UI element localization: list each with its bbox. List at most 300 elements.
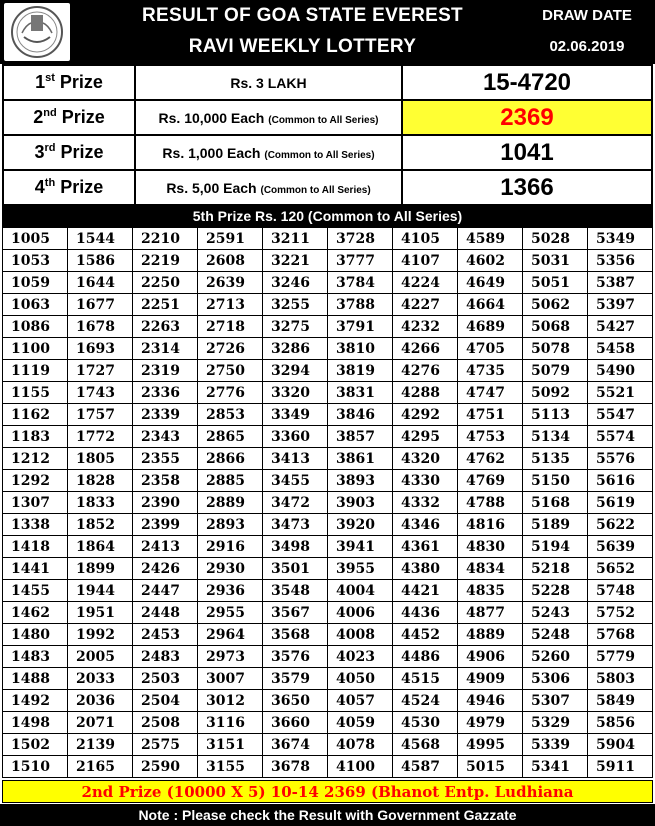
number-cell: 5803 bbox=[588, 668, 653, 690]
number-cell: 2885 bbox=[198, 470, 263, 492]
number-cell: 3155 bbox=[198, 756, 263, 778]
number-cell: 3472 bbox=[263, 492, 328, 514]
number-cell: 2750 bbox=[198, 360, 263, 382]
number-cell: 1480 bbox=[3, 624, 68, 646]
number-cell: 1053 bbox=[3, 250, 68, 272]
number-cell: 3567 bbox=[263, 602, 328, 624]
prize-label: Prize bbox=[60, 142, 104, 162]
prize-ordinal-suffix: st bbox=[45, 72, 55, 84]
number-cell: 2453 bbox=[133, 624, 198, 646]
number-cell: 2865 bbox=[198, 426, 263, 448]
number-cell: 3831 bbox=[328, 382, 393, 404]
number-cell: 4232 bbox=[393, 316, 458, 338]
number-cell: 1743 bbox=[68, 382, 133, 404]
number-cell: 4705 bbox=[458, 338, 523, 360]
number-row bbox=[3, 712, 653, 734]
number-cell: 2250 bbox=[133, 272, 198, 294]
winning-number: 2369 bbox=[402, 100, 652, 135]
number-cell: 4006 bbox=[328, 602, 393, 624]
number-cell: 1100 bbox=[3, 338, 68, 360]
prize-ordinal: 1 bbox=[35, 72, 46, 92]
number-cell: 3455 bbox=[263, 470, 328, 492]
number-cell: 3893 bbox=[328, 470, 393, 492]
number-cell: 3012 bbox=[198, 690, 263, 712]
number-cell: 5349 bbox=[588, 228, 653, 250]
prize-ordinal-suffix: nd bbox=[43, 107, 57, 119]
number-cell: 4524 bbox=[393, 690, 458, 712]
number-cell: 2426 bbox=[133, 558, 198, 580]
number-cell: 5779 bbox=[588, 646, 653, 668]
number-cell: 4023 bbox=[328, 646, 393, 668]
number-cell: 2639 bbox=[198, 272, 263, 294]
number-cell: 4689 bbox=[458, 316, 523, 338]
number-cell: 2866 bbox=[198, 448, 263, 470]
number-row bbox=[3, 338, 653, 360]
number-cell: 3846 bbox=[328, 404, 393, 426]
number-cell: 4769 bbox=[458, 470, 523, 492]
number-cell: 5576 bbox=[588, 448, 653, 470]
title-line-2: RAVI WEEKLY LOTTERY bbox=[188, 36, 417, 57]
number-cell: 1502 bbox=[3, 734, 68, 756]
number-cell: 4515 bbox=[393, 668, 458, 690]
number-cell: 5339 bbox=[523, 734, 588, 756]
number-cell: 4320 bbox=[393, 448, 458, 470]
number-cell: 5521 bbox=[588, 382, 653, 404]
number-cell: 4332 bbox=[393, 492, 458, 514]
number-cell: 2776 bbox=[198, 382, 263, 404]
number-cell: 3498 bbox=[263, 536, 328, 558]
number-cell: 3286 bbox=[263, 338, 328, 360]
number-cell: 3810 bbox=[328, 338, 393, 360]
number-cell: 2251 bbox=[133, 294, 198, 316]
number-cell: 3819 bbox=[328, 360, 393, 382]
number-cell: 4266 bbox=[393, 338, 458, 360]
number-cell: 5849 bbox=[588, 690, 653, 712]
number-cell: 2889 bbox=[198, 492, 263, 514]
number-cell: 3784 bbox=[328, 272, 393, 294]
number-cell: 4587 bbox=[393, 756, 458, 778]
winning-number: 1366 bbox=[402, 170, 652, 205]
number-cell: 1944 bbox=[68, 580, 133, 602]
prize-amount: Rs. 5,00 Each bbox=[166, 179, 257, 196]
number-cell: 1992 bbox=[68, 624, 133, 646]
number-cell: 1510 bbox=[3, 756, 68, 778]
prize-amount-cell bbox=[135, 65, 402, 100]
number-cell: 1586 bbox=[68, 250, 133, 272]
number-cell: 3221 bbox=[263, 250, 328, 272]
number-cell: 3857 bbox=[328, 426, 393, 448]
prize-ordinal-suffix: th bbox=[44, 177, 56, 189]
number-cell: 2139 bbox=[68, 734, 133, 756]
number-cell: 1899 bbox=[68, 558, 133, 580]
number-cell: 4059 bbox=[328, 712, 393, 734]
number-cell: 1212 bbox=[3, 448, 68, 470]
number-cell: 3579 bbox=[263, 668, 328, 690]
number-cell: 5748 bbox=[588, 580, 653, 602]
prize-label: Prize bbox=[60, 177, 104, 197]
number-cell: 1677 bbox=[68, 294, 133, 316]
number-cell: 3360 bbox=[263, 426, 328, 448]
number-cell: 2413 bbox=[133, 536, 198, 558]
number-cell: 1828 bbox=[68, 470, 133, 492]
number-cell: 2447 bbox=[133, 580, 198, 602]
prize-ordinal: 4 bbox=[34, 177, 45, 197]
number-cell: 1292 bbox=[3, 470, 68, 492]
number-cell: 1155 bbox=[3, 382, 68, 404]
number-cell: 3674 bbox=[263, 734, 328, 756]
number-cell: 1086 bbox=[3, 316, 68, 338]
number-cell: 5387 bbox=[588, 272, 653, 294]
number-row bbox=[3, 558, 653, 580]
number-cell: 2314 bbox=[133, 338, 198, 360]
number-cell: 1462 bbox=[3, 602, 68, 624]
number-cell: 5168 bbox=[523, 492, 588, 514]
number-cell: 1059 bbox=[3, 272, 68, 294]
number-cell: 3791 bbox=[328, 316, 393, 338]
prize-amount: Rs. 1,000 Each bbox=[162, 144, 261, 161]
number-row bbox=[3, 536, 653, 558]
number-cell: 4979 bbox=[458, 712, 523, 734]
prize-note: (Common to All Series) bbox=[260, 184, 371, 196]
number-cell: 3501 bbox=[263, 558, 328, 580]
number-cell: 1338 bbox=[3, 514, 68, 536]
number-cell: 4816 bbox=[458, 514, 523, 536]
number-cell: 4276 bbox=[393, 360, 458, 382]
number-cell: 3678 bbox=[263, 756, 328, 778]
number-cell: 3294 bbox=[263, 360, 328, 382]
number-cell: 3007 bbox=[198, 668, 263, 690]
number-row bbox=[3, 294, 653, 316]
number-cell: 1498 bbox=[3, 712, 68, 734]
number-cell: 1488 bbox=[3, 668, 68, 690]
number-cell: 3246 bbox=[263, 272, 328, 294]
number-cell: 2483 bbox=[133, 646, 198, 668]
prize-ordinal-suffix: rd bbox=[44, 142, 56, 154]
number-cell: 2339 bbox=[133, 404, 198, 426]
prize-row bbox=[3, 65, 652, 100]
number-cell: 4568 bbox=[393, 734, 458, 756]
number-cell: 5356 bbox=[588, 250, 653, 272]
number-row bbox=[3, 250, 653, 272]
number-cell: 5616 bbox=[588, 470, 653, 492]
prize-rank bbox=[3, 135, 135, 170]
number-cell: 4295 bbox=[393, 426, 458, 448]
prize-row bbox=[3, 100, 652, 135]
number-cell: 2399 bbox=[133, 514, 198, 536]
number-cell: 5768 bbox=[588, 624, 653, 646]
number-cell: 5135 bbox=[523, 448, 588, 470]
number-cell: 2508 bbox=[133, 712, 198, 734]
number-cell: 5134 bbox=[523, 426, 588, 448]
number-cell: 2608 bbox=[198, 250, 263, 272]
number-cell: 4877 bbox=[458, 602, 523, 624]
number-cell: 4834 bbox=[458, 558, 523, 580]
number-cell: 1119 bbox=[3, 360, 68, 382]
number-row bbox=[3, 382, 653, 404]
number-cell: 4946 bbox=[458, 690, 523, 712]
number-cell: 2165 bbox=[68, 756, 133, 778]
goa-government-emblem-icon bbox=[4, 3, 70, 61]
number-row bbox=[3, 272, 653, 294]
prize-rank bbox=[3, 100, 135, 135]
number-cell: 3777 bbox=[328, 250, 393, 272]
number-cell: 2343 bbox=[133, 426, 198, 448]
number-cell: 1678 bbox=[68, 316, 133, 338]
number-cell: 4361 bbox=[393, 536, 458, 558]
fifth-prize-title: 5th Prize Rs. 120 (Common to All Series) bbox=[2, 206, 653, 227]
prize-ordinal: 3 bbox=[34, 142, 45, 162]
draw-date: 02.06.2019 bbox=[549, 38, 625, 55]
number-cell: 1693 bbox=[68, 338, 133, 360]
number-row bbox=[3, 426, 653, 448]
number-cell: 5248 bbox=[523, 624, 588, 646]
number-cell: 2005 bbox=[68, 646, 133, 668]
number-cell: 1441 bbox=[3, 558, 68, 580]
number-cell: 4889 bbox=[458, 624, 523, 646]
number-cell: 2575 bbox=[133, 734, 198, 756]
number-cell: 3903 bbox=[328, 492, 393, 514]
number-cell: 3788 bbox=[328, 294, 393, 316]
number-cell: 4004 bbox=[328, 580, 393, 602]
number-cell: 4436 bbox=[393, 602, 458, 624]
number-cell: 5856 bbox=[588, 712, 653, 734]
number-cell: 4008 bbox=[328, 624, 393, 646]
number-cell: 5547 bbox=[588, 404, 653, 426]
number-cell: 3660 bbox=[263, 712, 328, 734]
prize-amount: Rs. 3 LAKH bbox=[230, 74, 307, 91]
number-cell: 1418 bbox=[3, 536, 68, 558]
number-cell: 4224 bbox=[393, 272, 458, 294]
number-cell: 4906 bbox=[458, 646, 523, 668]
number-cell: 2591 bbox=[198, 228, 263, 250]
number-cell: 4100 bbox=[328, 756, 393, 778]
number-cell: 1757 bbox=[68, 404, 133, 426]
number-cell: 4078 bbox=[328, 734, 393, 756]
number-cell: 1805 bbox=[68, 448, 133, 470]
number-cell: 3955 bbox=[328, 558, 393, 580]
header-bar bbox=[0, 0, 655, 64]
number-cell: 5113 bbox=[523, 404, 588, 426]
number-cell: 3941 bbox=[328, 536, 393, 558]
number-cell: 5028 bbox=[523, 228, 588, 250]
number-row bbox=[3, 514, 653, 536]
number-cell: 1852 bbox=[68, 514, 133, 536]
number-cell: 3255 bbox=[263, 294, 328, 316]
number-cell: 4292 bbox=[393, 404, 458, 426]
prize-amount-cell bbox=[135, 100, 402, 135]
number-row bbox=[3, 448, 653, 470]
number-cell: 5341 bbox=[523, 756, 588, 778]
number-cell: 5639 bbox=[588, 536, 653, 558]
number-cell: 2955 bbox=[198, 602, 263, 624]
prize-table bbox=[2, 64, 653, 206]
number-row bbox=[3, 316, 653, 338]
number-cell: 5904 bbox=[588, 734, 653, 756]
number-cell: 2036 bbox=[68, 690, 133, 712]
number-cell: 4530 bbox=[393, 712, 458, 734]
number-cell: 1772 bbox=[68, 426, 133, 448]
number-cell: 2590 bbox=[133, 756, 198, 778]
number-cell: 4288 bbox=[393, 382, 458, 404]
number-cell: 4057 bbox=[328, 690, 393, 712]
number-cell: 2390 bbox=[133, 492, 198, 514]
number-cell: 2893 bbox=[198, 514, 263, 536]
number-cell: 5079 bbox=[523, 360, 588, 382]
fifth-prize-number-grid bbox=[2, 227, 653, 778]
number-cell: 3320 bbox=[263, 382, 328, 404]
number-row bbox=[3, 492, 653, 514]
number-row bbox=[3, 668, 653, 690]
number-cell: 2071 bbox=[68, 712, 133, 734]
number-row bbox=[3, 624, 653, 646]
number-cell: 4751 bbox=[458, 404, 523, 426]
number-cell: 1833 bbox=[68, 492, 133, 514]
number-cell: 4421 bbox=[393, 580, 458, 602]
number-cell: 5218 bbox=[523, 558, 588, 580]
gazette-note: Note : Please check the Result with Government Gazzate bbox=[0, 804, 655, 826]
number-cell: 4105 bbox=[393, 228, 458, 250]
number-cell: 5458 bbox=[588, 338, 653, 360]
number-cell: 3548 bbox=[263, 580, 328, 602]
number-cell: 4788 bbox=[458, 492, 523, 514]
number-cell: 5243 bbox=[523, 602, 588, 624]
number-cell: 2713 bbox=[198, 294, 263, 316]
number-cell: 1063 bbox=[3, 294, 68, 316]
number-cell: 2336 bbox=[133, 382, 198, 404]
number-cell: 1483 bbox=[3, 646, 68, 668]
number-cell: 2210 bbox=[133, 228, 198, 250]
number-cell: 5092 bbox=[523, 382, 588, 404]
number-cell: 3211 bbox=[263, 228, 328, 250]
number-cell: 5150 bbox=[523, 470, 588, 492]
number-row bbox=[3, 580, 653, 602]
number-cell: 4835 bbox=[458, 580, 523, 602]
number-cell: 2263 bbox=[133, 316, 198, 338]
number-cell: 5752 bbox=[588, 602, 653, 624]
number-cell: 2319 bbox=[133, 360, 198, 382]
number-cell: 1492 bbox=[3, 690, 68, 712]
prize-note: (Common to All Series) bbox=[264, 149, 375, 161]
number-cell: 5194 bbox=[523, 536, 588, 558]
number-row bbox=[3, 756, 653, 778]
number-cell: 1455 bbox=[3, 580, 68, 602]
number-row bbox=[3, 360, 653, 382]
number-cell: 2355 bbox=[133, 448, 198, 470]
prize-note: (Common to All Series) bbox=[268, 114, 379, 126]
number-cell: 3576 bbox=[263, 646, 328, 668]
number-cell: 2936 bbox=[198, 580, 263, 602]
number-cell: 5427 bbox=[588, 316, 653, 338]
number-cell: 5619 bbox=[588, 492, 653, 514]
title-line-1: RESULT OF GOA STATE EVEREST bbox=[142, 5, 463, 26]
number-cell: 5260 bbox=[523, 646, 588, 668]
number-cell: 2503 bbox=[133, 668, 198, 690]
second-prize-footer: 2nd Prize (10000 X 5) 10-14 2369 (Bhanot Entp. Ludhiana bbox=[2, 780, 653, 803]
number-cell: 1864 bbox=[68, 536, 133, 558]
number-cell: 2853 bbox=[198, 404, 263, 426]
winning-number: 15-4720 bbox=[402, 65, 652, 100]
number-cell: 2930 bbox=[198, 558, 263, 580]
number-cell: 2973 bbox=[198, 646, 263, 668]
number-cell: 5078 bbox=[523, 338, 588, 360]
number-cell: 5622 bbox=[588, 514, 653, 536]
number-row bbox=[3, 404, 653, 426]
number-cell: 4227 bbox=[393, 294, 458, 316]
prize-amount: Rs. 10,000 Each bbox=[158, 109, 265, 126]
prize-label: Prize bbox=[59, 72, 103, 92]
number-row bbox=[3, 228, 653, 250]
number-cell: 5397 bbox=[588, 294, 653, 316]
number-cell: 3275 bbox=[263, 316, 328, 338]
number-cell: 5031 bbox=[523, 250, 588, 272]
number-cell: 3650 bbox=[263, 690, 328, 712]
draw-date-label: DRAW DATE bbox=[542, 7, 632, 24]
number-cell: 3920 bbox=[328, 514, 393, 536]
number-cell: 4589 bbox=[458, 228, 523, 250]
number-cell: 2504 bbox=[133, 690, 198, 712]
number-cell: 5329 bbox=[523, 712, 588, 734]
prize-row bbox=[3, 170, 652, 205]
number-cell: 2033 bbox=[68, 668, 133, 690]
number-cell: 4380 bbox=[393, 558, 458, 580]
number-cell: 4735 bbox=[458, 360, 523, 382]
number-row bbox=[3, 470, 653, 492]
number-cell: 4995 bbox=[458, 734, 523, 756]
number-cell: 3349 bbox=[263, 404, 328, 426]
prize-amount-cell bbox=[135, 170, 402, 205]
number-row bbox=[3, 734, 653, 756]
prize-ordinal: 2 bbox=[33, 107, 44, 127]
number-cell: 4830 bbox=[458, 536, 523, 558]
number-row bbox=[3, 646, 653, 668]
number-cell: 4909 bbox=[458, 668, 523, 690]
number-cell: 3151 bbox=[198, 734, 263, 756]
number-cell: 1183 bbox=[3, 426, 68, 448]
prize-row bbox=[3, 135, 652, 170]
number-row bbox=[3, 690, 653, 712]
number-cell: 3861 bbox=[328, 448, 393, 470]
number-cell: 1005 bbox=[3, 228, 68, 250]
number-cell: 4346 bbox=[393, 514, 458, 536]
number-cell: 1162 bbox=[3, 404, 68, 426]
number-cell: 5574 bbox=[588, 426, 653, 448]
number-cell: 4649 bbox=[458, 272, 523, 294]
number-cell: 3473 bbox=[263, 514, 328, 536]
number-cell: 1951 bbox=[68, 602, 133, 624]
number-cell: 5306 bbox=[523, 668, 588, 690]
number-cell: 2964 bbox=[198, 624, 263, 646]
number-cell: 4330 bbox=[393, 470, 458, 492]
number-cell: 3116 bbox=[198, 712, 263, 734]
number-cell: 4602 bbox=[458, 250, 523, 272]
number-cell: 4050 bbox=[328, 668, 393, 690]
prize-label: Prize bbox=[61, 107, 105, 127]
number-cell: 1544 bbox=[68, 228, 133, 250]
number-cell: 2448 bbox=[133, 602, 198, 624]
number-cell: 5490 bbox=[588, 360, 653, 382]
number-cell: 4486 bbox=[393, 646, 458, 668]
number-cell: 5911 bbox=[588, 756, 653, 778]
prize-rank bbox=[3, 65, 135, 100]
number-cell: 1644 bbox=[68, 272, 133, 294]
number-cell: 5652 bbox=[588, 558, 653, 580]
number-cell: 4753 bbox=[458, 426, 523, 448]
number-cell: 4107 bbox=[393, 250, 458, 272]
number-cell: 5051 bbox=[523, 272, 588, 294]
number-cell: 3728 bbox=[328, 228, 393, 250]
number-cell: 4762 bbox=[458, 448, 523, 470]
number-cell: 5307 bbox=[523, 690, 588, 712]
